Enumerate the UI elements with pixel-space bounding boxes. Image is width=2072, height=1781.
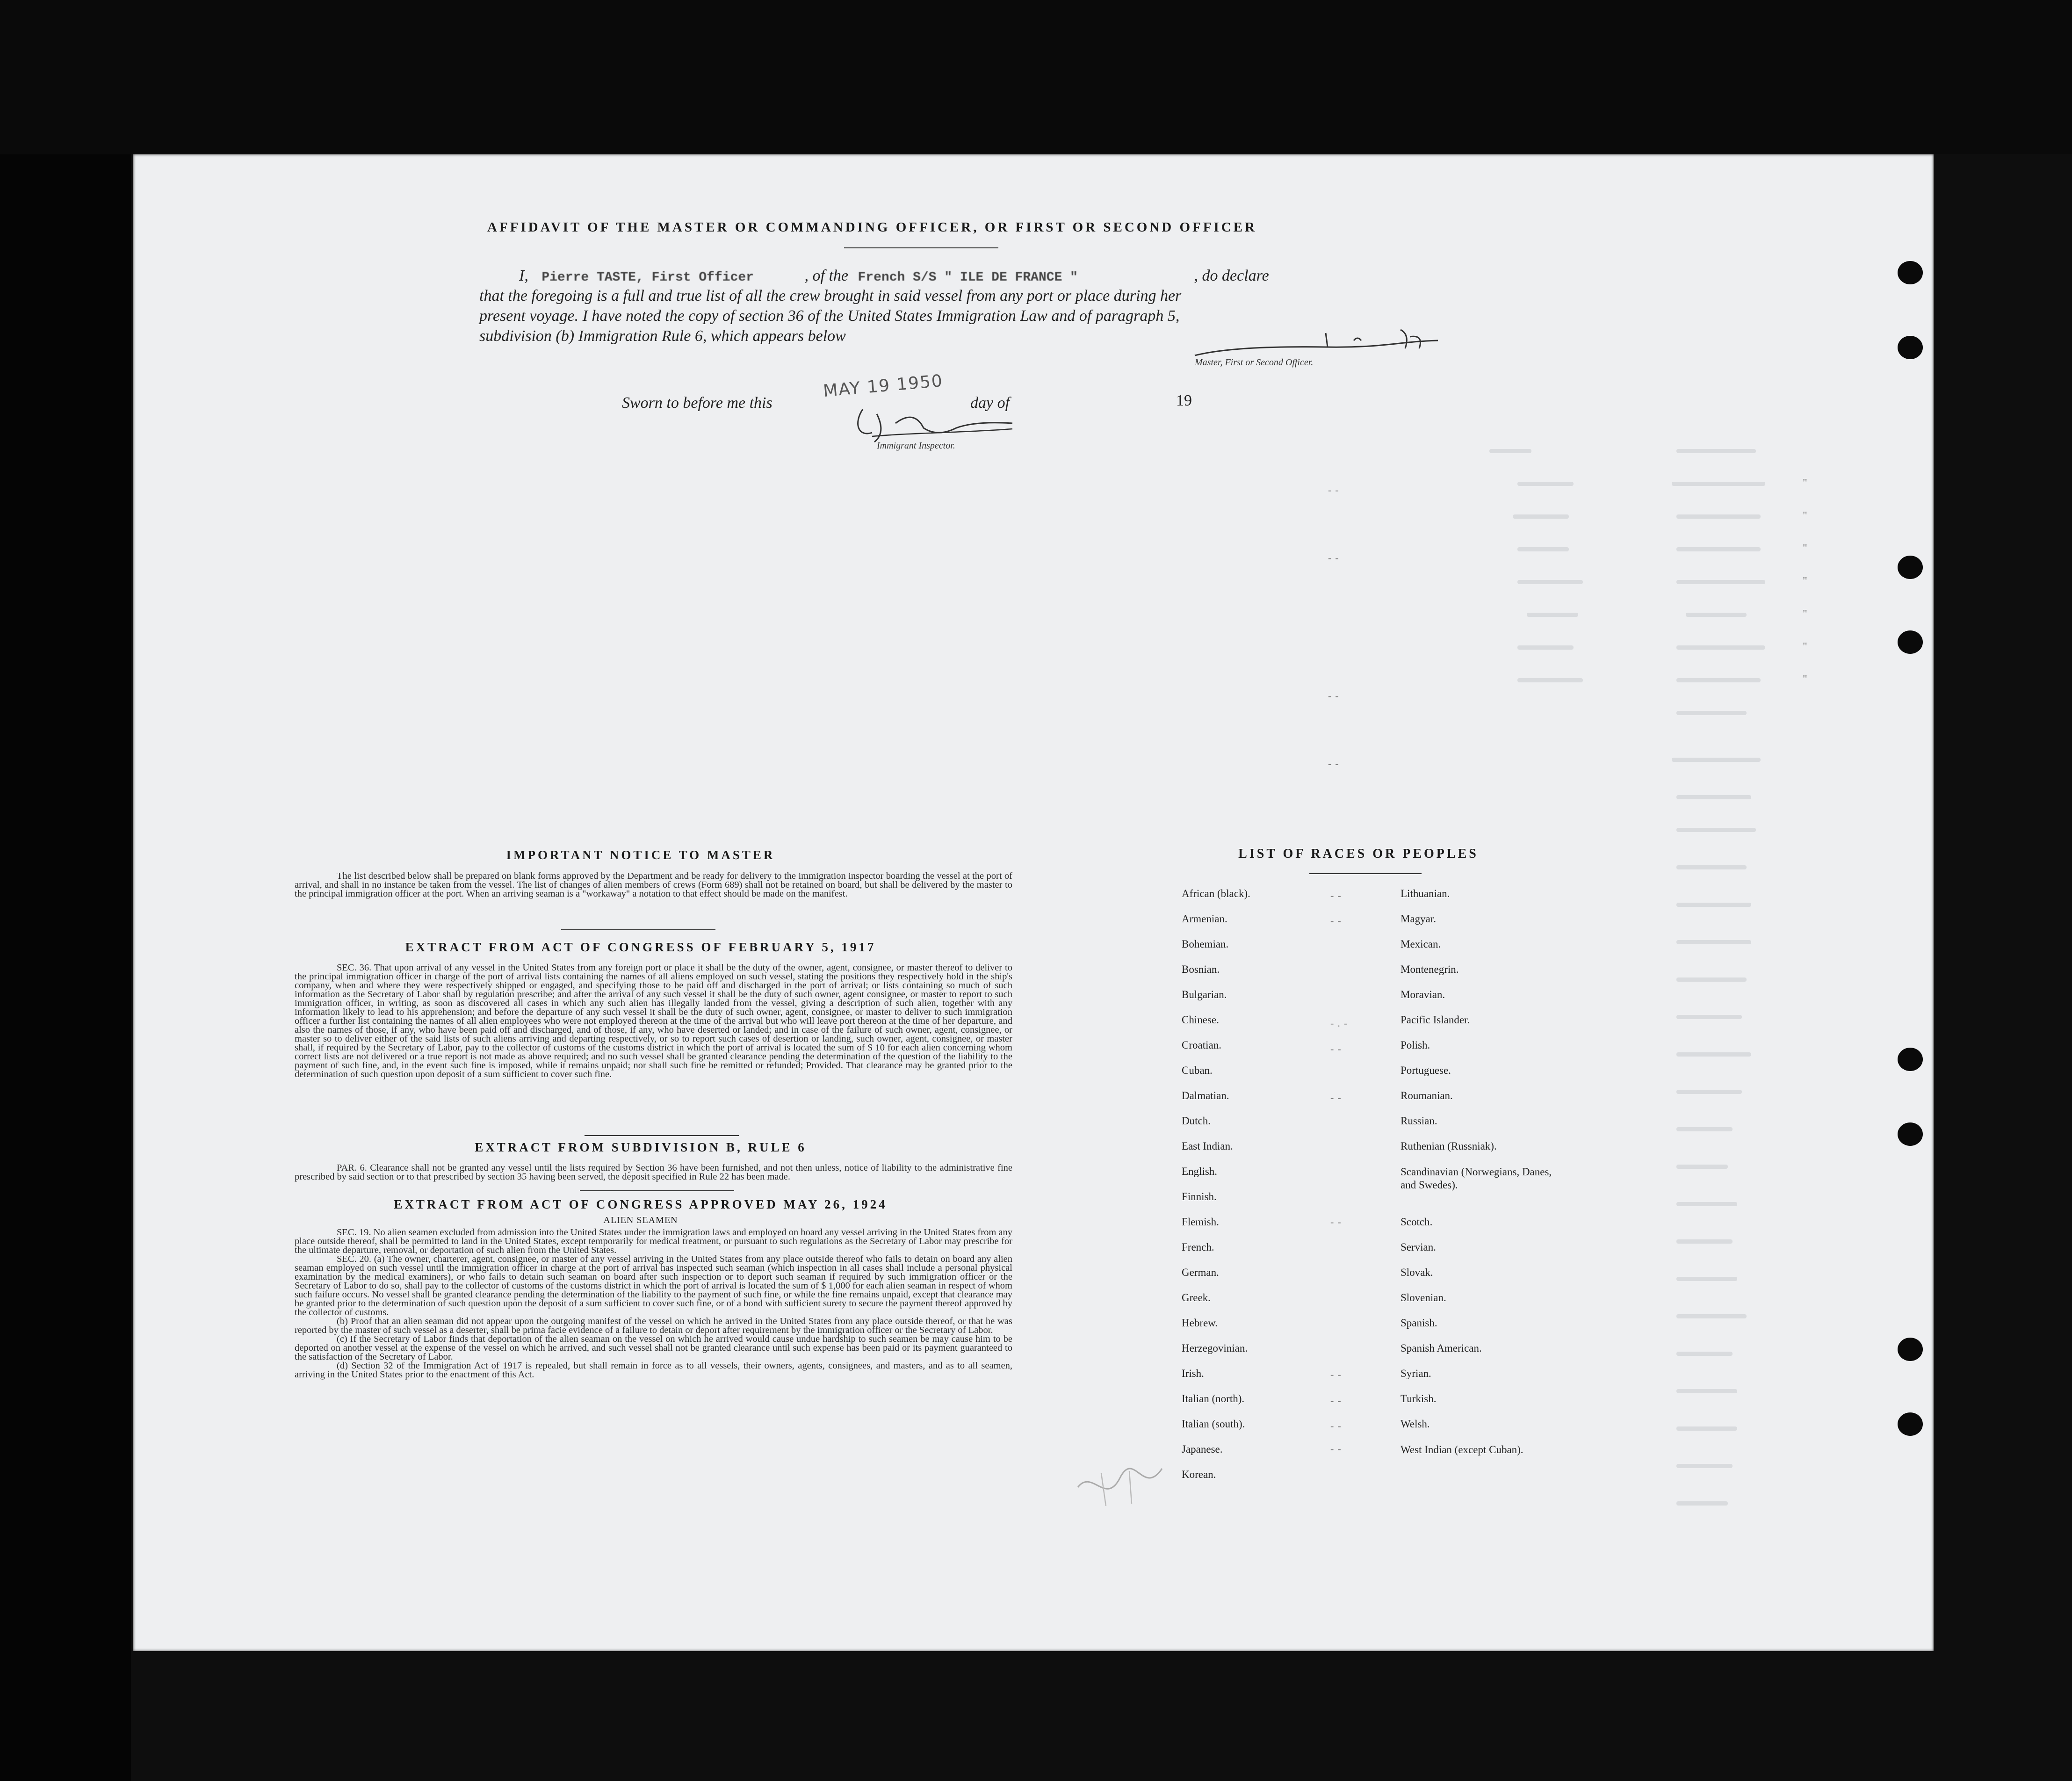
race-item: Pacific Islander. bbox=[1401, 1014, 1470, 1026]
notice-title: IMPORTANT NOTICE TO MASTER bbox=[506, 848, 775, 862]
section-20c-text: (c) If the Secretary of Labor finds that deportation of the alien seaman on the vessel on which he arrived would cause undue hardship to such seamen be may cause him to be deported on another vessel at the expense of the vessel on which he arrived, and such vessel shall not be granted clearance until such expense has been paid or its payment guaranteed to the satisfaction of the Secretary of Labor. bbox=[295, 1334, 1012, 1362]
day-of-label: day of bbox=[970, 394, 1010, 412]
race-item: Flemish. bbox=[1182, 1216, 1219, 1228]
section-20b-text: (b) Proof that an alien seaman did not appear upon the outgoing manifest of the vessel on which he arrived in the United States from any place outside thereof, or that he was reported by the master of such vessel as a deserter, shall be prima facie evidence of a failure to detain or deport after requirement by the immigration officer or the Secretary of Labor. bbox=[295, 1316, 1012, 1335]
race-item: Lithuanian. bbox=[1401, 888, 1450, 899]
declaration-line-3: present voyage. I have noted the copy of section 36 of the United States Immigration Law and of paragraph 5, bbox=[479, 307, 1180, 325]
divider bbox=[561, 929, 715, 930]
race-item: Spanish. bbox=[1401, 1317, 1437, 1329]
section-20d-text: (d) Section 32 of the Immigration Act of 1917 is repealed, but shall remain in force as to all vessels, their owners, agents, consignees, and masters, and as to all seamen, arriving in the United States prior to the enactment of this Act. bbox=[295, 1361, 1012, 1380]
race-item: Ruthenian (Russniak). bbox=[1401, 1140, 1497, 1152]
race-item: Moravian. bbox=[1401, 989, 1445, 1000]
race-item: English. bbox=[1182, 1166, 1218, 1177]
declaration-line-1 bbox=[479, 266, 1396, 288]
race-item: Scandinavian (Norwegians, Danes, and Swedes). bbox=[1401, 1166, 1552, 1191]
notice-text: The list described below shall be prepared on blank forms approved by the Department and be ready for delivery to the immigration inspector boarding the vessel at the port of arrival, and shall in no instance be taken from the vessel. The list of changes of alien members of crews (Form 689) shall not be retained on board, but shall be delivered by the master to the principal immigration officer at the port. When an arriving seaman is a "workaway" a notation to that effect should be made on the manifest. bbox=[295, 871, 1012, 899]
extract-1917-text: SEC. 36. That upon arrival of any vessel in the United States from any foreign port or place it shall be the duty of the owner, agent, consignee, or master thereof to deliver to the principal immigration officer in charge of the port of arrival lists containing the names of all aliens employed on such vessel, stating the positions they respectively hold in the ship's company, when and where they were respectively shipped or engaged, and specifying those to be paid off and discharged in the port of arrival; or lists containing so much of such information as the Secretary of Labor shall by regulation prescribe; and after the arrival of any such vessel it shall be the duty of such owner, agent consignee, or master to report to such immigration officer, in writing, as soon as discovered all cases in which any such alien has illegally landed from the vessel, giving a description of such alien, together with any information likely to lead to his apprehension; and before the departure of any such vessel it shall be the duty of such owner, agent, consignee, or master to deliver to such immigration officer a further list containing the names of all alien employees who were not employed thereon at the time of the arrival but who will leave port thereon at the time of her departure, and also the names of those, if any, who have been paid off and discharged, and of those, if any, who have deserted or landed; and in case of the failure of such owner, agent, consignee, or master so to deliver either of the said lists of such aliens arriving and departing respectively, or so to report such cases of desertion or landing, such owner, agent, consignee, or master shall, if required by the Secretary of Labor, pay to the collector of customs of the customs district in which the port of arrival is located the sum of $ 10 for each alien concerning whom correct lists are not delivered or a true report is not made as above required; and no such vessel shall be granted clearance pending the determination of the question of the liability to the payment of such fine, and, in the event such fine is imposed, while it remains unpaid; nor shall such fine be remitted or refunded; Provided. That clearance may be granted prior to the determination of such question upon deposit of a sum sufficient to cover such fine. bbox=[295, 963, 1012, 1079]
race-item: Mexican. bbox=[1401, 938, 1441, 950]
race-item: Italian (south). bbox=[1182, 1418, 1245, 1430]
race-item: Magyar. bbox=[1401, 913, 1437, 925]
race-item: African (black). bbox=[1182, 888, 1250, 899]
extract-1924-body bbox=[295, 1228, 1012, 1379]
alien-seamen-subtitle: ALIEN SEAMEN bbox=[603, 1215, 678, 1225]
races-title: LIST OF RACES OR PEOPLES bbox=[1238, 847, 1479, 861]
race-item: Italian (north). bbox=[1182, 1393, 1245, 1405]
race-item: Russian. bbox=[1401, 1115, 1437, 1127]
title-underline bbox=[844, 247, 998, 248]
race-item: Korean. bbox=[1182, 1469, 1216, 1480]
punch-hole bbox=[1898, 261, 1923, 284]
punch-hole bbox=[1898, 556, 1923, 579]
race-item: Portuguese. bbox=[1401, 1064, 1451, 1076]
divider bbox=[1309, 873, 1422, 874]
declaration-line-2: that the foregoing is a full and true list of all the crew brought in said vessel from any port or place during her bbox=[479, 287, 1182, 304]
pencil-mark bbox=[1073, 1459, 1167, 1511]
year-prefix: 19 bbox=[1176, 392, 1192, 409]
date-stamp: MAY 19 1950 bbox=[822, 371, 944, 401]
race-item: Armenian. bbox=[1182, 913, 1227, 925]
punch-hole bbox=[1898, 1338, 1923, 1361]
document-page: " " " " " " " AFFIDAVIT OF THE MASTER OR COMMANDING OFFICER, OR FIRST OR SECOND OFFICER I, Pierre TASTE, First Officer , of the French S/S " ILE DE FRANCE " , do declare that the foregoing is a full and true list of all the crew brought in said vessel from any port or place during her present voyage. I have noted the copy of section 36 of the United States Immigration Law and of paragraph 5, subdivision (b) Immigration Rule 6, which appears below Master, First or Second Officer. Sworn to before me this MAY 19 1950 day of 19 Immigrant Inspector. IMPORTANT NOTICE TO MASTER The list described below shall be prepared on blank forms approved by the Department and be ready for delivery to the immigration inspector boarding the vessel at the port of arrival, and shall in no instance be taken from the vessel. The list of changes of alien members of crews (Form 689) shall not be retained on board, but shall be delivered by the master to the principal immigration officer at the port. When an arriving seaman is a "workaway" a notation to that effect should be made on the manifest. EXTRACT FROM ACT OF CONGRESS OF FEBRUARY 5, 1917 SEC. 36. That upon arrival of any vessel in the United States from any foreign port or place it shall be the duty of the owner, agent, consignee, or master thereof to deliver to the principal immigration officer in charge of the port of arrival lists containing the names of all aliens employed on such vessel, stating the positions they respectively hold in the ship's company, when and where they were respectively shipped or engaged, and specifying those to be paid off and discharged in the port of arrival; or lists containing so much of such information as the Secretary of Labor shall by regulation prescribe; and after the arrival of any such vessel it shall be the duty of such owner, agent consignee, or master to report to such immigration officer, in writing, as soon as discovered all cases in which any such alien has illegally landed from the vessel, giving a description of such alien, together with any information likely to lead to his apprehension; and before the departure of any such vessel it shall be the duty of such owner, agent, consignee, or master to deliver to such immigration officer a further list containing the names of all alien employees who were not employed thereon at the time of the arrival but who will leave port thereon at the time of her departure, and also the names of those, if any, who have been paid off and discharged, and of those, if any, who have deserted or landed; and in case of the failure of such owner, agent, consignee, or master so to deliver either of the said lists of such aliens arriving and departing respectively, or so to report such cases of desertion or landing, such owner, agent, consignee, or master shall, if required by the Secretary of Labor, pay to the collector of customs of the customs district in which the port of arrival is located the sum of $ 10 for each alien concerning whom correct lists are not delivered or a true report is not made as above required; and no such vessel shall be granted clearance pending the determination of the question of the liability to the payment of such fine, and, in the event such fine is imposed, while it remains unpaid; nor shall such fine be remitted or refunded; Provided. That clearance may be granted prior to the determination of such question upon deposit of a sum sufficient to cover such fine. EXTRACT FROM SUBDIVISION B, RULE 6 PAR. 6. Clearance shall not be granted any vessel until the lists required by Section 36 have been furnished, and not then unless, notice of liability to the administrative fine prescribed by said section or to that prescribed by section 35 having been served, the deposit specified in Rule 22 has been made. EXTRACT FROM ACT OF CONGRESS APPROVED MAY 26, 1924 ALIEN SEAMEN SEC. 19. No alien seamen excluded from admission into the United States under the immigration laws and employed on board any vessel arriving in the United States from any place outside thereof, shall be permitted to land in the United States, except temporarily for medical treatment, or pursuant to such regulations as the Secretary of Labor may prescribe for the ultimate departure, removal, or deportation of such alien from the United States. SEC. 20. (a) The owner, charterer, agent, consignee, or master of any vessel arriving in the United States from any place outside thereof who fails to detain on board any alien seaman employed on such vessel until the immigration officer in charge at the port of arrival has inspected such seaman (which inspection in all cases shall include a personal physical examination by the medical examiners), or who fails to detain such seaman on board after such inspection or to deport such seaman if required by such immigration officer or the Secretary of Labor to do so, shall pay to the collector of customs of the customs district in which the port of arrival is located the sum of $ 1,000 for each alien seaman in respect of whom such failure occurs. No vessel shall be granted clearance pending the determination of the liability to the payment of such fine, or while the fine remains unpaid, except that clearance may be granted prior to the determination of such question upon the deposit of a sum sufficient to cover such fine, or of a bond with sufficient surety to secure the payment thereof approved by the collector of customs. (b) Proof that an alien seaman did not appear upon the outgoing manifest of the vessel on which he arrived in the United States from any place outside thereof, or that he was reported by the master of such vessel as a deserter, shall be prima facie evidence of a failure to detain or deport after requirement by the immigration officer or the Secretary of Labor. (c) If the Secretary of Labor finds that deportation of the alien seaman on the vessel on which he arrived would cause undue hardship to such seamen be may cause him to be deported on another vessel at the expense of the vessel on which he arrived, and such vessel shall not be granted clearance until such expense has been paid or its payment guaranteed to the satisfaction of the Secretary of Labor. (d) Section 32 of the Immigration Act of 1917 is repealed, but shall remain in force as to all vessels, their owners, agents, consignees, and masters, and as to all seamen, arriving in the United States prior to the enactment of this Act. LIST OF RACES OR PEOPLES African (black). Armenian. Bohemian. Bosnian. Bulgarian. Chinese. Croatian. Cuban. Dalmatian. Dutch. East Indian. English. Finnish. Flemish. French. German. Greek. Hebrew. Herzegovinian. Irish. Italian (north). Italian (south). Japanese. Korean. Lithuanian. Magyar. Mexican. Montenegrin. Moravian. Pacific Islander. Polish. Portuguese. Roumanian. Russian. Ruthenian (Russniak). Scandinavian (Norwegians, Danes, and Swedes). Scotch. Servian. Slovak. Slovenian. Spanish. Spanish American. Syrian. Turkish. Welsh. West Indian (except Cuban). -- -- -.- -- -- -- -- -- -- -- -- -- -- -- bbox=[133, 154, 1934, 1651]
sworn-text: Sworn to before me this bbox=[622, 394, 772, 412]
race-item: Slovak. bbox=[1401, 1267, 1433, 1278]
race-item: Chinese. bbox=[1182, 1014, 1219, 1026]
race-item: Roumanian. bbox=[1401, 1090, 1453, 1101]
race-item: Scotch. bbox=[1401, 1216, 1433, 1228]
race-item: West Indian (except Cuban). bbox=[1401, 1444, 1523, 1455]
do-declare-label: , do declare bbox=[1194, 267, 1269, 284]
ship-name-field: French S/S " ILE DE FRANCE " bbox=[858, 270, 1078, 285]
race-item: Bosnian. bbox=[1182, 963, 1220, 975]
inspector-label: Immigrant Inspector. bbox=[877, 441, 955, 451]
punch-hole bbox=[1898, 630, 1923, 654]
race-item: Japanese. bbox=[1182, 1443, 1223, 1455]
race-item: Dutch. bbox=[1182, 1115, 1211, 1127]
race-item: Herzegovinian. bbox=[1182, 1342, 1248, 1354]
inspector-signature bbox=[844, 400, 1022, 447]
race-item: East Indian. bbox=[1182, 1140, 1233, 1152]
of-the-label: , of the bbox=[804, 267, 848, 284]
punch-hole bbox=[1898, 1048, 1923, 1071]
race-item: Dalmatian. bbox=[1182, 1090, 1229, 1101]
extract-1924-title: EXTRACT FROM ACT OF CONGRESS APPROVED MAY 26, 1924 bbox=[394, 1197, 888, 1211]
race-item: Welsh. bbox=[1401, 1418, 1430, 1430]
race-item: Greek. bbox=[1182, 1292, 1211, 1303]
race-item: Montenegrin. bbox=[1401, 963, 1459, 975]
punch-hole bbox=[1898, 1122, 1923, 1146]
i-label: I, bbox=[519, 267, 528, 284]
officer-name-field: Pierre TASTE, First Officer bbox=[541, 270, 754, 285]
race-item: Croatian. bbox=[1182, 1039, 1221, 1051]
race-item: Polish. bbox=[1401, 1039, 1430, 1051]
race-item: Slovenian. bbox=[1401, 1292, 1446, 1303]
extract-1917-title: EXTRACT FROM ACT OF CONGRESS OF FEBRUARY 5, 1917 bbox=[405, 940, 876, 954]
race-item: Turkish. bbox=[1401, 1393, 1437, 1405]
punch-hole bbox=[1898, 1412, 1923, 1436]
section-20a-text: SEC. 20. (a) The owner, charterer, agent, consignee, or master of any vessel arriving in the United States from any place outside thereof who fails to detain on board any alien seaman employed on such vessel until the immigration officer in charge at the port of arrival has inspected such seaman (which inspection in all cases shall include a personal physical examination by the medical examiners), or who fails to detain such seaman on board after such inspection or to deport such seaman if required by such immigration officer or the Secretary of Labor to do so, shall pay to the collector of customs of the customs district in which the port of arrival is located the sum of $ 1,000 for each alien seaman in respect of whom such failure occurs. No vessel shall be granted clearance pending the determination of the liability to the payment of such fine, or while the fine remains unpaid, except that clearance may be granted prior to the determination of such question upon the deposit of a sum sufficient to cover such fine, or of a bond with sufficient surety to secure the payment thereof approved by the collector of customs. bbox=[295, 1254, 1012, 1318]
subdivision-title: EXTRACT FROM SUBDIVISION B, RULE 6 bbox=[475, 1140, 807, 1154]
divider bbox=[580, 1190, 734, 1191]
punch-hole bbox=[1898, 336, 1923, 359]
section-19-text: SEC. 19. No alien seamen excluded from admission into the United States under the immigration laws and employed on board any vessel arriving in the United States from any place outside thereof, shall be permitted to land in the United States, except temporarily for medical treatment, or pursuant to such regulations as the Secretary of Labor may prescribe for the ultimate departure, removal, or deportation of such alien from the United States. bbox=[295, 1227, 1012, 1255]
declaration-line-4: subdivision (b) Immigration Rule 6, which appears below bbox=[479, 327, 846, 345]
race-item: Finnish. bbox=[1182, 1191, 1217, 1202]
signature-label: Master, First or Second Officer. bbox=[1195, 357, 1314, 368]
race-item: French. bbox=[1182, 1241, 1214, 1253]
subdivision-text: PAR. 6. Clearance shall not be granted any vessel until the lists required by Section 36 have been furnished, and not then unless, notice of liability to the administrative fine prescribed by said section or to that prescribed by section 35 having been served, the deposit specified in Rule 22 has been made. bbox=[295, 1163, 1012, 1182]
race-item: Hebrew. bbox=[1182, 1317, 1218, 1329]
race-item: German. bbox=[1182, 1267, 1219, 1278]
divider bbox=[585, 1135, 739, 1136]
race-item: Syrian. bbox=[1401, 1368, 1431, 1379]
film-border-top bbox=[0, 0, 2072, 154]
race-item: Bulgarian. bbox=[1182, 989, 1227, 1000]
race-item: Irish. bbox=[1182, 1368, 1204, 1379]
affidavit-title: AFFIDAVIT OF THE MASTER OR COMMANDING OFFICER, OR FIRST OR SECOND OFFICER bbox=[487, 220, 1257, 235]
film-border-left bbox=[0, 0, 131, 1781]
race-item: Cuban. bbox=[1182, 1064, 1213, 1076]
race-item: Bohemian. bbox=[1182, 938, 1229, 950]
race-item: Spanish American. bbox=[1401, 1342, 1482, 1354]
race-item: Servian. bbox=[1401, 1241, 1437, 1253]
